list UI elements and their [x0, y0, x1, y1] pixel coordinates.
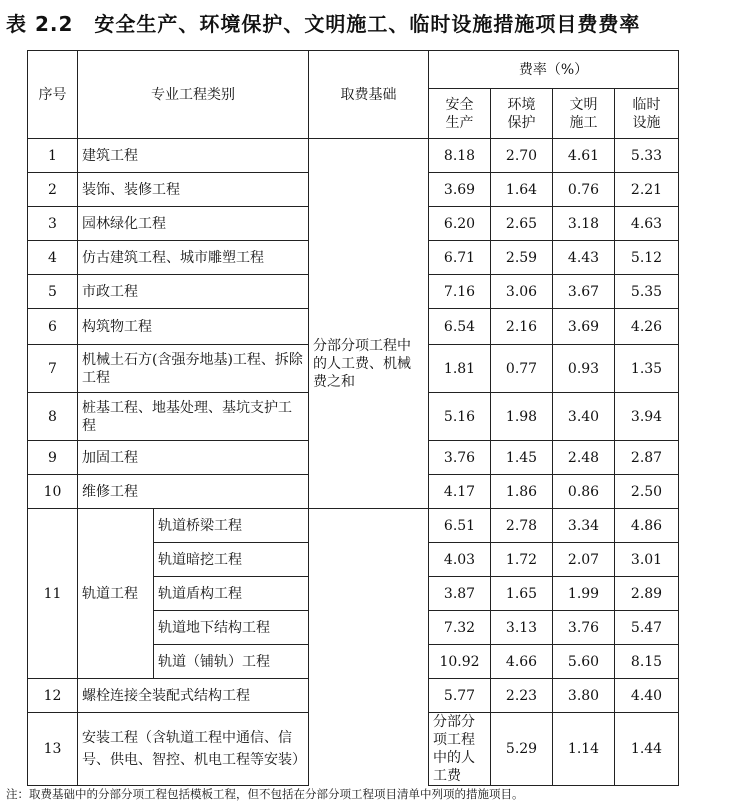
header-civil: 文明 施工 — [553, 89, 615, 139]
cell-env: 1.72 — [491, 543, 553, 577]
cell-env: 1.86 — [491, 475, 553, 509]
cell-temp: 5.33 — [615, 139, 679, 173]
row-seq: 4 — [28, 241, 78, 275]
cell-temp: 1.35 — [615, 345, 679, 393]
cell-temp: 5.47 — [615, 611, 679, 645]
cell-env: 1.64 — [491, 173, 553, 207]
cell-safety: 6.54 — [429, 309, 491, 345]
cell-civil: 0.93 — [553, 345, 615, 393]
basis-install: 分部分项工程中的人工费 — [429, 713, 491, 786]
cell-civil: 1.99 — [553, 577, 615, 611]
cell-safety: 6.51 — [429, 509, 491, 543]
cell-safety: 6.20 — [429, 207, 491, 241]
rail-item-name: 轨道（铺轨）工程 — [154, 645, 309, 679]
cell-safety: 8.18 — [429, 139, 491, 173]
cell-temp: 2.87 — [615, 441, 679, 475]
cell-temp: 4.86 — [615, 509, 679, 543]
row-name: 安装工程（含轨道工程中通信、信号、供电、智控、机电工程等安装） — [78, 713, 309, 786]
fee-rate-table — [27, 50, 679, 786]
cell-temp: 5.35 — [615, 275, 679, 309]
header-temp: 临时 设施 — [615, 89, 679, 139]
cell-temp: 5.12 — [615, 241, 679, 275]
cell-civil: 2.07 — [553, 543, 615, 577]
cell-temp: 4.63 — [615, 207, 679, 241]
cell-env: 1.14 — [553, 713, 615, 786]
row-name: 园林绿化工程 — [78, 207, 309, 241]
cell-civil: 3.67 — [553, 275, 615, 309]
cell-civil: 3.76 — [553, 611, 615, 645]
cell-safety: 3.69 — [429, 173, 491, 207]
cell-civil: 3.34 — [553, 509, 615, 543]
cell-safety: 4.17 — [429, 475, 491, 509]
row-seq: 13 — [28, 713, 78, 786]
row-seq: 3 — [28, 207, 78, 241]
row-seq: 1 — [28, 139, 78, 173]
cell-env: 2.59 — [491, 241, 553, 275]
cell-safety: 5.29 — [491, 713, 553, 786]
cell-civil: 1.44 — [615, 713, 679, 786]
basis-blank — [309, 509, 429, 786]
cell-temp: 2.21 — [615, 173, 679, 207]
cell-safety: 7.16 — [429, 275, 491, 309]
header-rate: 费率（%） — [429, 51, 679, 89]
cell-safety: 3.87 — [429, 577, 491, 611]
row-seq: 5 — [28, 275, 78, 309]
row-seq: 7 — [28, 345, 78, 393]
row-seq: 9 — [28, 441, 78, 475]
cell-env: 1.45 — [491, 441, 553, 475]
row-seq: 10 — [28, 475, 78, 509]
row-name: 装饰、装修工程 — [78, 173, 309, 207]
basis-main: 分部分项工程中的人工费、机械费之和 — [309, 139, 429, 509]
cell-env: 2.65 — [491, 207, 553, 241]
cell-env: 3.06 — [491, 275, 553, 309]
cell-civil: 3.80 — [553, 679, 615, 713]
cell-safety: 5.77 — [429, 679, 491, 713]
cell-temp: 3.94 — [615, 393, 679, 441]
cell-safety: 1.81 — [429, 345, 491, 393]
row-name: 构筑物工程 — [78, 309, 309, 345]
table-row — [28, 509, 679, 543]
row-seq: 2 — [28, 173, 78, 207]
cell-safety: 5.16 — [429, 393, 491, 441]
cell-temp: 4.26 — [615, 309, 679, 345]
cell-civil: 4.43 — [553, 241, 615, 275]
cell-safety: 6.71 — [429, 241, 491, 275]
cell-env: 0.77 — [491, 345, 553, 393]
cell-env: 2.16 — [491, 309, 553, 345]
row-name: 仿古建筑工程、城市雕塑工程 — [78, 241, 309, 275]
header-env: 环境 保护 — [491, 89, 553, 139]
rail-seq: 11 — [28, 509, 78, 679]
cell-safety: 3.76 — [429, 441, 491, 475]
rail-group: 轨道工程 — [78, 509, 154, 679]
row-seq: 12 — [28, 679, 78, 713]
row-seq: 8 — [28, 393, 78, 441]
cell-temp: 3.01 — [615, 543, 679, 577]
header-category: 专业工程类别 — [78, 51, 309, 139]
cell-env: 1.65 — [491, 577, 553, 611]
cell-temp: 2.50 — [615, 475, 679, 509]
row-name: 加固工程 — [78, 441, 309, 475]
cell-env: 1.98 — [491, 393, 553, 441]
cell-env: 2.78 — [491, 509, 553, 543]
cell-civil: 5.60 — [553, 645, 615, 679]
table-row — [28, 139, 679, 173]
row-name: 机械土石方(含强夯地基)工程、拆除工程 — [78, 345, 309, 393]
cell-civil: 4.61 — [553, 139, 615, 173]
row-name: 螺栓连接全装配式结构工程 — [78, 679, 309, 713]
cell-env: 4.66 — [491, 645, 553, 679]
cell-civil: 0.76 — [553, 173, 615, 207]
rail-item-name: 轨道盾构工程 — [154, 577, 309, 611]
cell-env: 2.23 — [491, 679, 553, 713]
cell-civil: 3.69 — [553, 309, 615, 345]
cell-civil: 2.48 — [553, 441, 615, 475]
cell-temp: 8.15 — [615, 645, 679, 679]
cell-temp: 4.40 — [615, 679, 679, 713]
row-name: 建筑工程 — [78, 139, 309, 173]
row-seq: 6 — [28, 309, 78, 345]
header-seq: 序号 — [28, 51, 78, 139]
footnote: 注：取费基础中的分部分项工程包括模板工程，但不包括在分部分项工程项目清单中列项的措施项目。 — [6, 787, 524, 801]
cell-civil: 0.86 — [553, 475, 615, 509]
row-name: 市政工程 — [78, 275, 309, 309]
header-basis: 取费基础 — [309, 51, 429, 139]
table-title: 表 2.2 安全生产、环境保护、文明施工、临时设施措施项目费费率 — [6, 12, 641, 36]
row-name: 维修工程 — [78, 475, 309, 509]
cell-safety: 7.32 — [429, 611, 491, 645]
row-name: 桩基工程、地基处理、基坑支护工程 — [78, 393, 309, 441]
rail-item-name: 轨道暗挖工程 — [154, 543, 309, 577]
header-safety: 安全 生产 — [429, 89, 491, 139]
cell-env: 3.13 — [491, 611, 553, 645]
cell-civil: 3.40 — [553, 393, 615, 441]
rail-item-name: 轨道桥梁工程 — [154, 509, 309, 543]
cell-safety: 10.92 — [429, 645, 491, 679]
cell-civil: 3.18 — [553, 207, 615, 241]
cell-env: 2.70 — [491, 139, 553, 173]
rail-item-name: 轨道地下结构工程 — [154, 611, 309, 645]
cell-temp: 2.89 — [615, 577, 679, 611]
cell-safety: 4.03 — [429, 543, 491, 577]
